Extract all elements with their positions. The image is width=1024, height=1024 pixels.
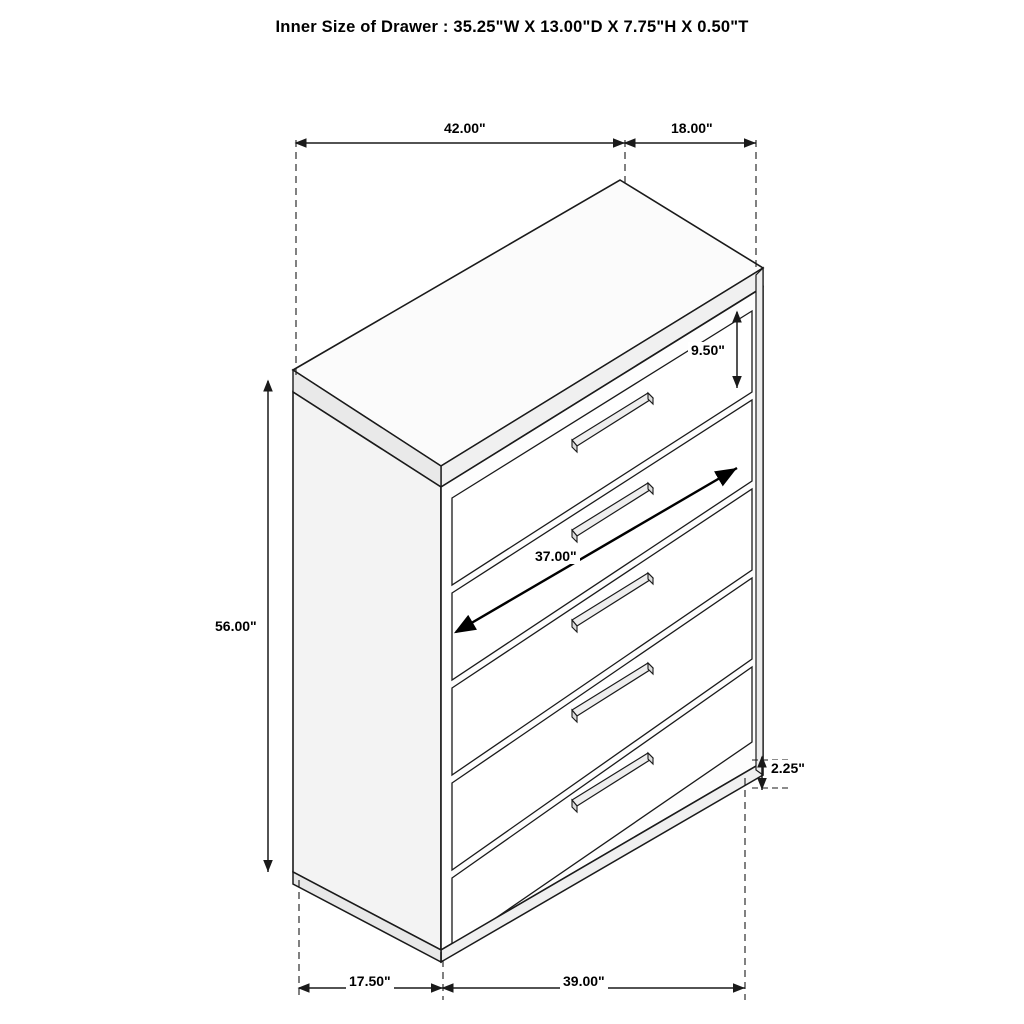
chest-geometry xyxy=(293,180,763,962)
dim-label-diagonal: 37.00" xyxy=(532,548,580,564)
dim-label-base-rail: 2.25" xyxy=(768,760,808,776)
dim-label-overall-height: 56.00" xyxy=(212,618,260,634)
page-title: Inner Size of Drawer : 35.25"W X 13.00"D X 7.75"H X 0.50"T xyxy=(275,18,749,36)
dim-label-base-width: 39.00" xyxy=(560,973,608,989)
chest-left-side-panel xyxy=(293,392,441,950)
dim-label-width-top: 42.00" xyxy=(441,120,489,136)
dim-label-base-depth: 17.50" xyxy=(346,973,394,989)
dim-label-depth-top: 18.00" xyxy=(668,120,716,136)
dim-label-top-drawer-height: 9.50" xyxy=(688,342,728,358)
chest-right-edge xyxy=(756,268,763,775)
